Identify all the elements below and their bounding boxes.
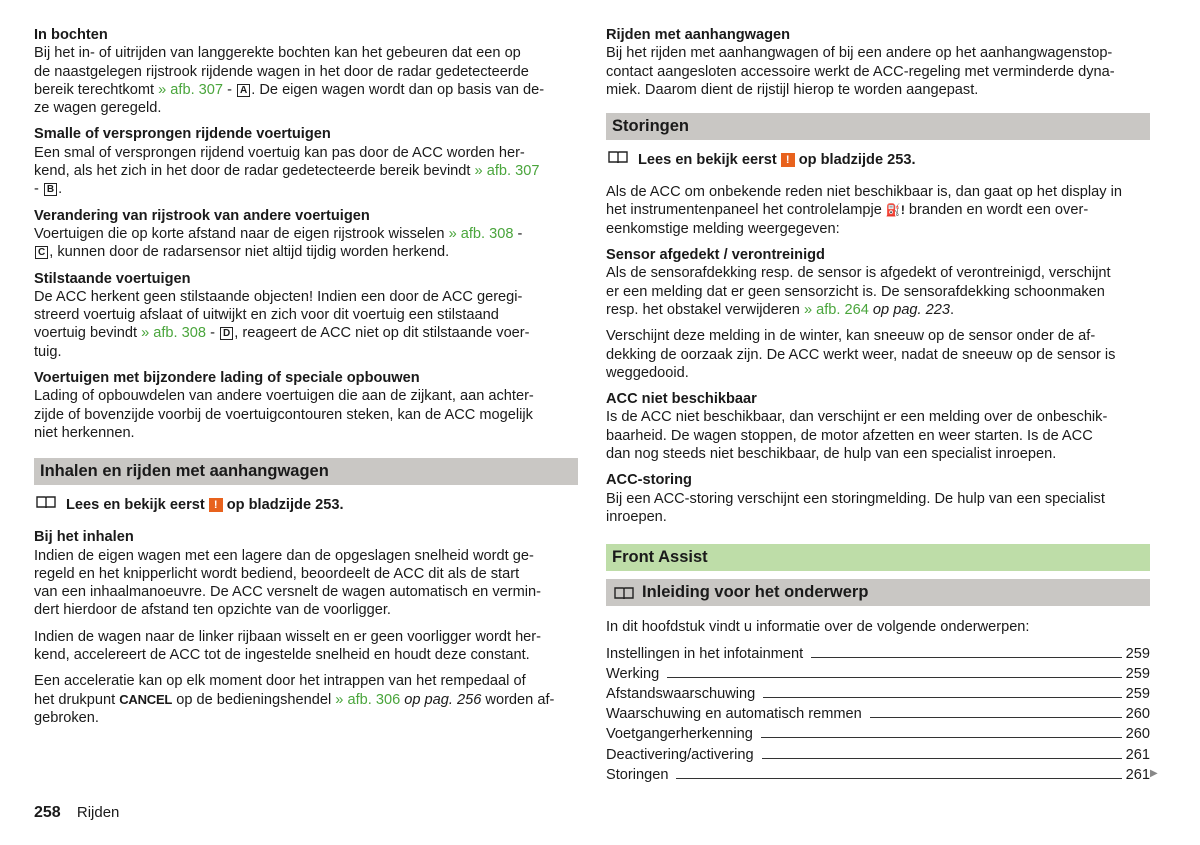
rijstrook-title: Verandering van rijstrook van andere voertuigen [34, 207, 370, 224]
niet-beschikbaar-line: Is de ACC niet beschikbaar, dan verschijnt er een melding over de onbeschik- [606, 409, 1108, 426]
inhalen-line: Indien de eigen wagen met een lagere dan de opgeslagen snelheid wordt ge- [34, 547, 534, 564]
aanhangwagen-title: Rijden met aanhangwagen [606, 27, 791, 43]
toc-leader-line [676, 768, 1121, 779]
stilstaande-line: tuig. [34, 343, 62, 360]
cancel-label: CANCEL [119, 691, 173, 707]
lading-line: Lading of opbouwdelen van andere voertuigen die aan de zijkant, aan achter- [34, 388, 534, 405]
linker-block [34, 628, 578, 665]
lading-line: zijde of bovenzijde voorbij de voertuigcontouren steken, kan de ACC mogelijk [34, 406, 533, 423]
figure-key: A [237, 84, 250, 97]
book-icon [36, 495, 56, 514]
book-icon [608, 150, 628, 169]
page-footer [34, 804, 119, 822]
lading-line: niet herkennen. [34, 424, 135, 441]
toc-entry-label: Waarschuwing en automatisch remmen [606, 706, 862, 723]
toc-entry-page: 259 [1125, 685, 1150, 702]
intro-text: In dit hoofdstuk vindt u informatie over de volgende onderwerpen: [606, 619, 1030, 636]
toc-entry-label: Voetgangerherkenning [606, 726, 753, 743]
right-column [606, 26, 1150, 785]
bochten-title: In bochten [34, 27, 108, 43]
sensor-title: Sensor afgedekt / verontreinigd [606, 247, 825, 264]
sensor-line: er een melding dat er geen sensorzicht is. De sensorafdekking schoonmaken [606, 283, 1105, 300]
lading-block [34, 369, 578, 442]
sensor-line: resp. het obstakel verwijderen » afb. 264 op pag. 223. [606, 301, 955, 318]
bochten-line: bereik terechtkomt » afb. 307 - A . De eigen wagen wordt dan op basis van de- [34, 81, 545, 98]
smal-title: Smalle of versprongen rijdende voertuigen [34, 126, 331, 143]
bochten-line: Bij het in- of uitrijden van langgerekte bochten kan het gebeuren dat een op [34, 45, 521, 62]
section-heading-storingen: Storingen [606, 113, 1150, 140]
sensor-line: Als de sensorafdekking resp. de sensor is afgedekt of verontreinigd, verschijnt [606, 265, 1111, 282]
accel-line: Een acceleratie kan op elk moment door het intrappen van het rempedaal of [34, 673, 526, 690]
linker-line: Indien de wagen naar de linker rijbaan wisselt en er geen voorligger wordt her- [34, 628, 542, 645]
figure-link[interactable]: » afb. 264 [803, 301, 869, 318]
toc-leader-line [761, 727, 1122, 738]
book-icon [614, 586, 634, 600]
aanhangwagen-line: miek. Daarom dient de rijstijl hierop te worden aangepast. [606, 81, 979, 98]
bochten-line: de naastgelegen rijstrook rijdende wagen in het door de radar gedetecteerde [34, 63, 529, 80]
toc-entry[interactable] [606, 724, 1150, 744]
winter-line: dekking de oorzaak zijn. De ACC werkt weer, nadat de sneeuw op de sensor is [606, 346, 1116, 363]
winter-line: weggedooid. [606, 364, 689, 381]
accel-line: het drukpunt CANCEL op de bedieningshendel » afb. 306 op pag. 256 worden af- [34, 691, 555, 708]
toc-leader-line [763, 687, 1121, 698]
read-first-notice: Lees en bekijk eerst ! op bladzijde 253. [606, 150, 1150, 169]
aanhangwagen-line: contact aangesloten accessoire werkt de ACC-regeling met verminderde dyna- [606, 63, 1115, 80]
niet-beschikbaar-block [606, 390, 1150, 463]
toc-entry-page: 259 [1125, 665, 1150, 682]
toc-entry[interactable] [606, 684, 1150, 704]
inhalen-line: dert hierdoor de afstand ten opzichte van de voorligger. [34, 602, 391, 619]
toc-entry-page: 261 [1125, 766, 1150, 783]
stilstaande-block [34, 270, 578, 361]
acc-storing-line: Bij een ACC-storing verschijnt een storingmelding. De hulp van een specialist [606, 490, 1105, 507]
toc-entry-page: 260 [1125, 706, 1150, 723]
aanhangwagen-block [606, 26, 1150, 99]
warning-icon[interactable]: ! [209, 498, 223, 512]
toc-entry[interactable] [606, 664, 1150, 684]
toc-entry-page: 259 [1125, 645, 1150, 662]
toc-entry-label: Storingen [606, 766, 669, 783]
toc-entry-label: Deactivering/activering [606, 746, 754, 763]
bochten-block [34, 26, 578, 117]
linker-line: kend, accelereert de ACC tot de ingestelde snelheid en houdt deze constant. [34, 647, 530, 664]
section-heading-inhalen: Inhalen en rijden met aanhangwagen [34, 458, 578, 485]
toc-entry-page: 260 [1125, 726, 1150, 743]
table-of-contents [606, 644, 1150, 785]
winter-block [606, 327, 1150, 382]
page-number: 258 [34, 804, 61, 821]
figure-link[interactable]: » afb. 308 [448, 225, 514, 242]
acc-storing-block [606, 471, 1150, 526]
inhalen-block [34, 528, 578, 619]
onbekend-block [606, 183, 1150, 238]
toc-entry-label: Werking [606, 665, 660, 682]
sensor-block [606, 246, 1150, 319]
niet-beschikbaar-line: dan nog steeds niet beschikbaar, de hulp van een specialist inroepen. [606, 446, 1057, 463]
niet-beschikbaar-line: baarheid. De wagen stoppen, de motor afzetten en weer starten. Is de ACC [606, 427, 1093, 444]
acceleratie-block [34, 672, 578, 727]
figure-link[interactable]: » afb. 307 [158, 81, 224, 98]
subsection-heading-inleiding: Inleiding voor het onderwerp [606, 579, 1150, 606]
toc-leader-line [667, 667, 1121, 678]
rijstrook-block [34, 207, 578, 262]
smal-line: kend, als het zich in het door de radar gedetecteerde bereik bevindt » afb. 307 [34, 163, 540, 180]
smal-line: Een smal of versprongen rijdend voertuig kan pas door de ACC worden her- [34, 144, 525, 161]
figure-key: C [35, 246, 48, 259]
figure-link[interactable]: » afb. 306 [335, 691, 401, 708]
warning-icon[interactable]: ! [781, 153, 795, 167]
stilstaande-title: Stilstaande voertuigen [34, 270, 191, 287]
smal-block [34, 125, 578, 198]
rijstrook-line: C , kunnen door de radarsensor niet altijd tijdig worden herkend. [34, 243, 578, 261]
toc-entry[interactable] [606, 765, 1150, 785]
toc-entry[interactable] [606, 745, 1150, 765]
smal-line: - B . [34, 181, 63, 198]
onbekend-line: Als de ACC om onbekende reden niet beschikbaar is, dan gaat op het display in [606, 184, 1122, 201]
onbekend-line: het instrumentenpaneel het controlelampje ⛽! branden en wordt een over- [606, 202, 1089, 219]
toc-entry-label: Instellingen in het infotainment [606, 645, 804, 662]
toc-entry[interactable] [606, 644, 1150, 664]
acc-storing-title: ACC-storing [606, 472, 692, 489]
inhalen-line: regeld en het knipperlicht wordt bediend, beoordeelt de ACC dit als de start [34, 565, 520, 582]
toc-leader-line [870, 707, 1122, 718]
lading-title: Voertuigen met bijzondere lading of speciale opbouwen [34, 370, 420, 387]
toc-leader-line [762, 748, 1122, 759]
niet-beschikbaar-title: ACC niet beschikbaar [606, 391, 757, 408]
inhalen-title: Bij het inhalen [34, 529, 134, 546]
toc-entry[interactable] [606, 704, 1150, 724]
figure-key: D [220, 327, 233, 340]
stilstaande-line: De ACC herkent geen stilstaande objecten! Indien een door de ACC geregi- [34, 288, 523, 305]
continue-arrow-icon: ▶ [1150, 768, 1158, 779]
toc-leader-line [811, 647, 1121, 658]
toc-entry-page: 261 [1125, 746, 1150, 763]
read-first-notice: Lees en bekijk eerst ! op bladzijde 253. [34, 495, 578, 514]
figure-link[interactable]: » afb. 307 [474, 163, 540, 180]
accel-line: gebroken. [34, 709, 99, 726]
aanhangwagen-line: Bij het rijden met aanhangwagen of bij een andere op het aanhangwagenstop- [606, 45, 1113, 62]
onbekend-line: eenkomstige melding weergegeven: [606, 220, 840, 237]
left-column [34, 26, 578, 735]
winter-line: Verschijnt deze melding in de winter, kan sneeuw op de sensor onder de af- [606, 328, 1096, 345]
stilstaande-line: voertuig bevindt » afb. 308 - D , reageert de ACC niet op dit stilstaande voer- [34, 325, 530, 342]
rijstrook-line: Voertuigen die op korte afstand naar de eigen rijstrook wisselen » afb. 308 - [34, 225, 523, 242]
chapter-heading-front-assist: Front Assist [606, 544, 1150, 571]
figure-key: B [44, 183, 57, 196]
footer-section: Rijden [76, 804, 120, 821]
inhalen-line: van een inhaalmanoeuvre. De ACC versnelt de wagen automatisch en vermin- [34, 584, 542, 601]
toc-entry-label: Afstandswaarschuwing [606, 685, 756, 702]
acc-storing-line: inroepen. [606, 508, 667, 525]
bochten-line: ze wagen geregeld. [34, 100, 162, 117]
stilstaande-line: streerd voertuig afslaat of uitwijkt en zich voor dit voertuig een stilstaand [34, 307, 499, 324]
figure-link[interactable]: » afb. 308 [141, 325, 207, 342]
acc-warning-lamp-icon: ⛽! [885, 203, 905, 218]
